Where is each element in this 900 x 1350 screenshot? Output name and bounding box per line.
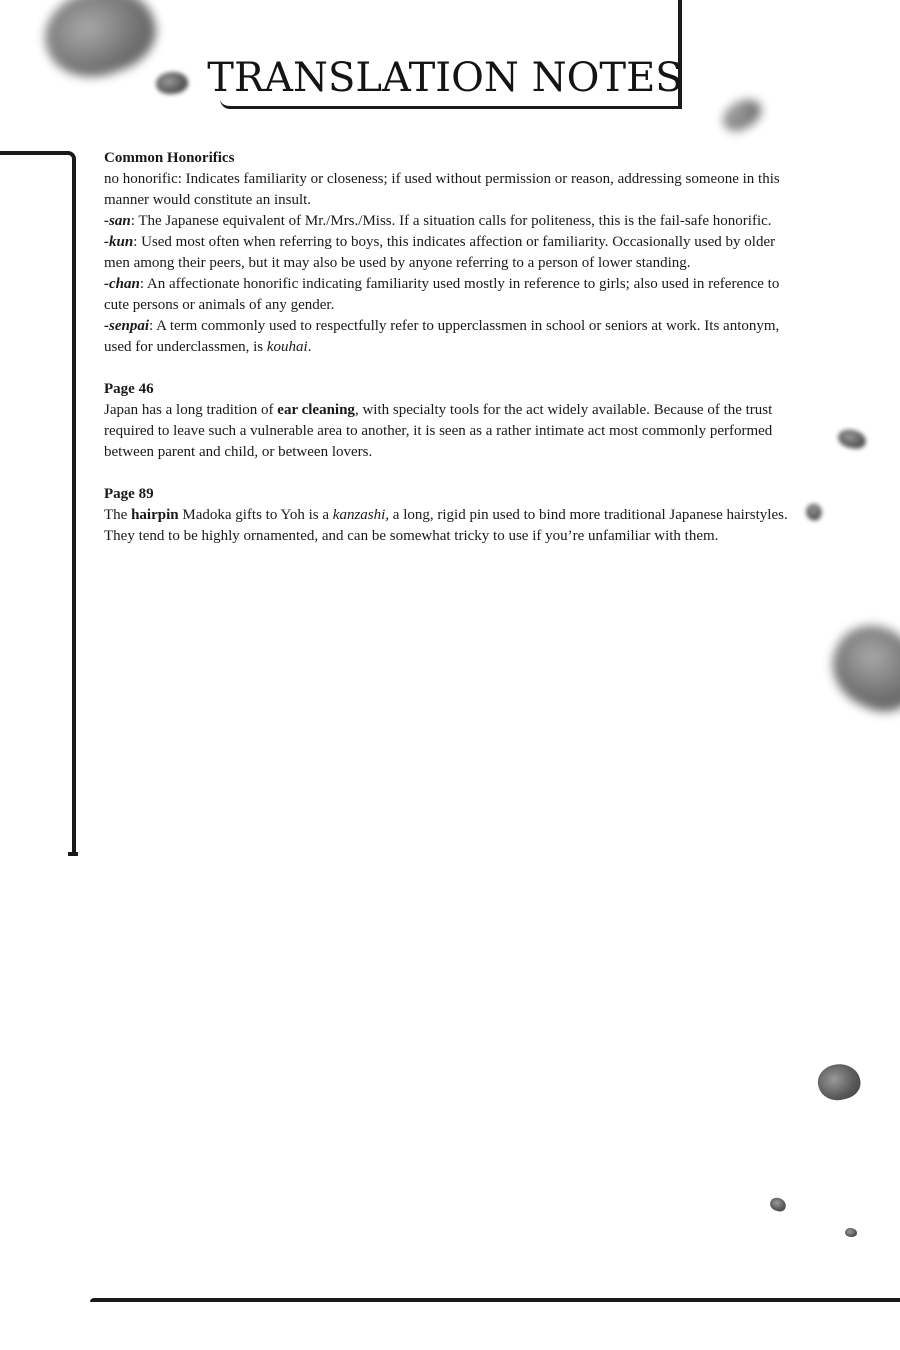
petal-decoration bbox=[837, 428, 868, 451]
honorific-term: -senpai bbox=[104, 318, 149, 334]
petal-decoration bbox=[154, 69, 189, 96]
petal-decoration bbox=[803, 501, 825, 523]
note-body bbox=[104, 400, 804, 463]
note-body bbox=[104, 505, 804, 547]
section-heading: Common Honorifics bbox=[104, 150, 235, 166]
note-text: , a long, rigid pin used to bind more traditional Japanese hairstyles. They tend to be highly ornamented, and can be somewhat tricky to use if you’re unfamiliar with them. bbox=[104, 507, 788, 544]
note-text: Madoka gifts to Yoh is a bbox=[178, 507, 333, 523]
honorific-entry bbox=[104, 274, 804, 316]
honorific-text: : Used most often when referring to boys, this indicates affection or familiarity. Occasionally used by older men among their peers, but it may also be used by anyone referring to a person of lower standing. bbox=[104, 234, 776, 271]
left-bracket-border bbox=[0, 151, 76, 852]
honorific-term: -kun bbox=[104, 234, 134, 250]
note-text: Japan has a long tradition of bbox=[104, 402, 278, 418]
honorific-text: : An affectionate honorific indicating familiarity used mostly in reference to girls; also used in reference to cute persons or animals of any gender. bbox=[104, 276, 780, 313]
note-text: The bbox=[104, 507, 132, 523]
notes-content bbox=[104, 148, 804, 568]
page-title: TRANSLATION NOTES bbox=[207, 55, 683, 101]
honorific-entry bbox=[104, 232, 804, 274]
note-text: , with specialty tools for the act widely available. Because of the trust required to leave such a vulnerable area to another, it is seen as a rather intimate act most commonly performed between parent and child, or between lovers. bbox=[104, 402, 773, 460]
petal-decoration bbox=[34, 0, 166, 91]
note-page-46 bbox=[104, 379, 804, 463]
honorific-entry bbox=[104, 169, 804, 211]
note-page-89 bbox=[104, 484, 804, 547]
honorific-text: : The Japanese equivalent of Mr./Mrs./Miss. If a situation calls for politeness, this is the fail-safe honorific. bbox=[130, 213, 772, 229]
note-bold-term: ear cleaning bbox=[277, 402, 355, 418]
note-italic-term: kanzashi bbox=[332, 507, 386, 523]
petal-decoration bbox=[819, 613, 900, 724]
petal-decoration bbox=[769, 1196, 788, 1213]
honorific-text: . bbox=[307, 339, 312, 355]
honorific-term: -chan bbox=[104, 276, 140, 292]
petal-decoration bbox=[814, 1059, 864, 1105]
note-heading: Page 46 bbox=[104, 381, 154, 397]
honorific-entry bbox=[104, 211, 804, 232]
honorific-text: no honorific: Indicates familiarity or closeness; if used without permission or reason, addressing someone in this manner would constitute an insult. bbox=[104, 171, 780, 208]
note-bold-term: hairpin bbox=[131, 507, 179, 523]
honorifics-section bbox=[104, 148, 804, 358]
honorific-term: -san bbox=[104, 213, 131, 229]
bottom-rule bbox=[90, 1298, 900, 1302]
honorific-text: : A term commonly used to respectfully refer to upperclassmen in school or seniors at work. Its antonym, used for underclassmen, is bbox=[104, 318, 780, 355]
note-heading: Page 89 bbox=[104, 486, 154, 502]
honorific-italic: kouhai bbox=[266, 339, 308, 355]
honorific-entry bbox=[104, 316, 804, 358]
petal-decoration bbox=[718, 93, 766, 137]
petal-decoration bbox=[845, 1228, 857, 1237]
